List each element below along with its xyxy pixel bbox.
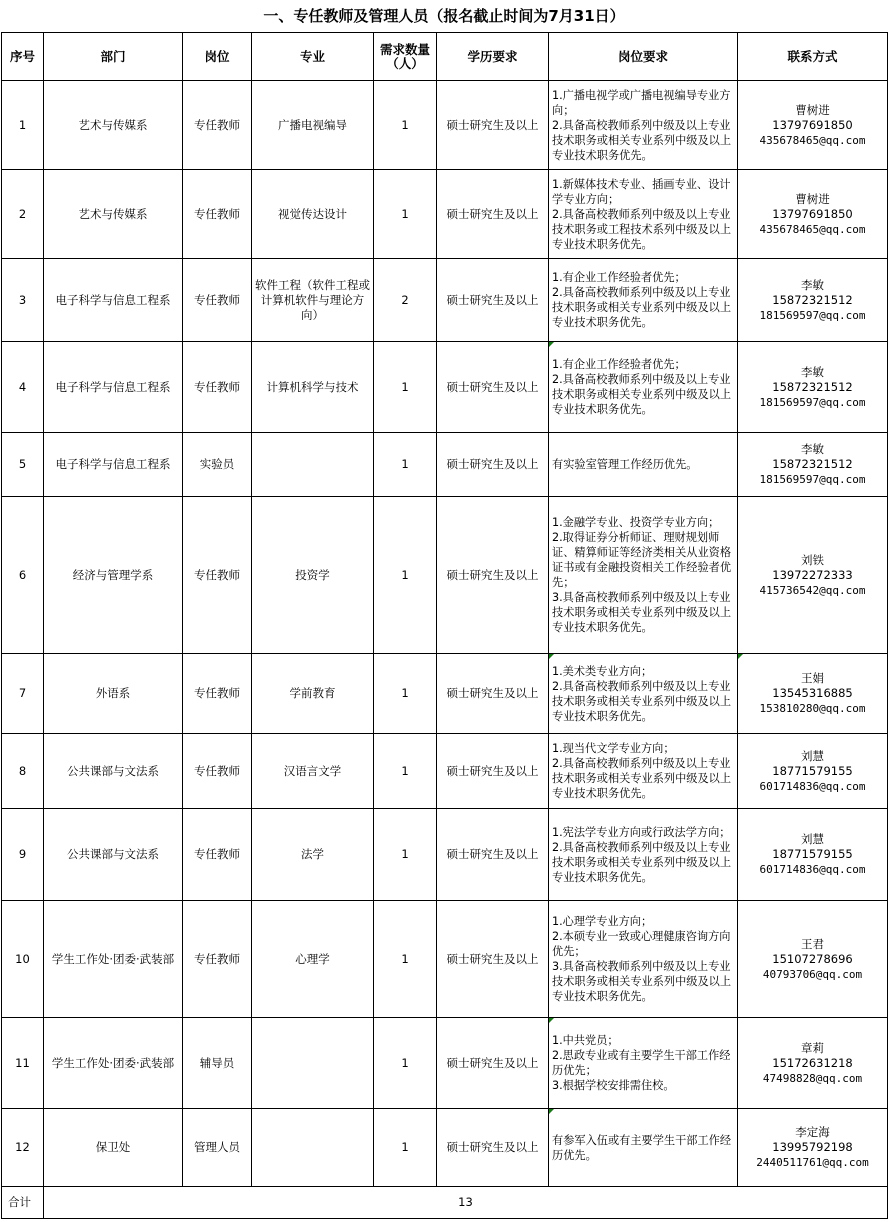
row-edu: 硕士研究生及以上 <box>437 1018 549 1109</box>
row-dept: 公共课部与文法系 <box>44 734 183 809</box>
contact-phone: 18771579155 <box>772 763 853 778</box>
contact-email: 47498828@qq.com <box>762 1071 863 1085</box>
contact-name: 刘慧 <box>801 748 824 763</box>
requirement-line: 1.有企业工作经验者优先； <box>552 271 686 284</box>
table-row <box>2 259 888 342</box>
requirement-line: 2.取得证券分析师证、理财规划师证、精算师证等经济类相关从业资格证书或有金融投资相关工作经验者优先； <box>552 531 732 589</box>
contact-phone: 13995792198 <box>772 1140 853 1154</box>
header-dept: 部门 <box>44 33 183 81</box>
row-dept: 艺术与传媒系 <box>44 81 183 170</box>
requirement-line: 1.中共党员； <box>552 1034 619 1047</box>
row-edu: 硕士研究生及以上 <box>437 654 549 734</box>
contact-name: 李敏 <box>801 442 824 456</box>
requirement-line: 1.有企业工作经验者优先； <box>552 358 686 371</box>
contact-phone: 15172631218 <box>772 1055 853 1070</box>
row-major: 广播电视编导 <box>252 81 374 170</box>
contact-name: 刘慧 <box>801 832 824 846</box>
requirement-line: 2.具备高校教师系列中级及以上专业技术职务或相关专业系列中级及以上专业技术职务优先。 <box>552 679 732 723</box>
row-no: 7 <box>2 654 44 734</box>
header-contact: 联系方式 <box>738 33 888 81</box>
row-post: 专任教师 <box>183 342 252 433</box>
row-no: 9 <box>2 809 44 901</box>
header-row <box>2 33 888 81</box>
table-row <box>2 1018 888 1109</box>
total-value: 13 <box>44 1187 888 1219</box>
row-major: 汉语言文学 <box>252 734 374 809</box>
row-no: 1 <box>2 81 44 170</box>
requirement-line: 有参军入伍或有主要学生干部工作经历优先。 <box>552 1133 732 1162</box>
contact-name: 王君 <box>801 936 824 951</box>
requirement-line: 有实验室管理工作经历优先。 <box>552 458 698 471</box>
row-num: 1 <box>374 654 437 734</box>
requirement-line: 1.广播电视学或广播电视编导专业方向； <box>552 88 731 117</box>
row-no: 6 <box>2 497 44 654</box>
row-dept: 电子科学与信息工程系 <box>44 433 183 497</box>
row-edu: 硕士研究生及以上 <box>437 81 549 170</box>
contact-name: 李敏 <box>801 364 824 379</box>
row-post: 专任教师 <box>183 809 252 901</box>
row-requirements <box>549 497 738 654</box>
table-row <box>2 342 888 433</box>
row-num: 1 <box>374 734 437 809</box>
row-dept: 保卫处 <box>44 1109 183 1187</box>
contact-email: 181569597@qq.com <box>759 395 866 409</box>
contact-email: 601714836@qq.com <box>759 863 866 876</box>
contact-email: 415736542@qq.com <box>759 583 866 597</box>
row-major: 法学 <box>252 809 374 901</box>
requirement-line: 2.具备高校教师系列中级及以上专业技术职务或相关专业系列中级及以上专业技术职务优先。 <box>552 840 732 884</box>
row-dept: 公共课部与文法系 <box>44 809 183 901</box>
comment-marker <box>549 342 554 347</box>
contact-name: 王娟 <box>801 671 824 685</box>
row-contact <box>738 734 888 809</box>
row-major: 学前教育 <box>252 654 374 734</box>
row-dept: 学生工作处·团委·武装部 <box>44 1018 183 1109</box>
requirement-line: 1.宪法学专业方向或行政法学方向； <box>552 825 731 839</box>
requirement-line: 2.本硕专业一致或心理健康咨询方向优先； <box>552 930 731 958</box>
row-post: 实验员 <box>183 433 252 497</box>
row-requirements <box>549 170 738 259</box>
row-contact <box>738 654 888 734</box>
row-requirements <box>549 433 738 497</box>
row-requirements <box>549 1018 738 1109</box>
contact-name: 李定海 <box>795 1125 830 1139</box>
contact-email: 153810280@qq.com <box>759 702 866 715</box>
header-req: 岗位要求 <box>549 33 738 81</box>
row-dept: 外语系 <box>44 654 183 734</box>
requirement-line: 2.具备高校教师系列中级及以上专业技术职务或工程技术系列中级及以上专业技术职务优先。 <box>552 207 732 251</box>
requirement-line: 3.具备高校教师系列中级及以上专业技术职务或相关专业系列中级及以上专业技术职务优先。 <box>552 960 732 1003</box>
table-row <box>2 654 888 734</box>
requirement-line: 2.具备高校教师系列中级及以上专业技术职务或相关专业系列中级及以上专业技术职务优先。 <box>552 118 732 162</box>
contact-phone: 15872321512 <box>772 379 853 394</box>
requirement-line: 3.根据学校安排需住校。 <box>552 1079 675 1092</box>
row-contact <box>738 170 888 259</box>
row-post: 专任教师 <box>183 654 252 734</box>
row-num: 1 <box>374 901 437 1018</box>
row-dept: 学生工作处·团委·武装部 <box>44 901 183 1018</box>
row-major: 软件工程（软件工程或计算机软件与理论方向） <box>252 259 374 342</box>
comment-marker <box>549 1018 554 1023</box>
table-row <box>2 433 888 497</box>
requirement-line: 1.金融学专业、投资学专业方向； <box>552 516 720 529</box>
row-requirements <box>549 1109 738 1187</box>
row-requirements <box>549 342 738 433</box>
contact-phone: 13797691850 <box>772 206 853 221</box>
row-contact <box>738 342 888 433</box>
contact-email: 435678465@qq.com <box>759 133 866 147</box>
row-contact <box>738 1018 888 1109</box>
contact-name: 曹树进 <box>795 191 830 206</box>
row-no: 4 <box>2 342 44 433</box>
row-requirements <box>549 734 738 809</box>
row-num: 1 <box>374 809 437 901</box>
contact-email: 181569597@qq.com <box>759 473 866 486</box>
row-num: 1 <box>374 342 437 433</box>
row-contact <box>738 901 888 1018</box>
row-contact <box>738 433 888 497</box>
contact-name: 李敏 <box>801 277 824 292</box>
row-no: 11 <box>2 1018 44 1109</box>
row-major <box>252 433 374 497</box>
recruitment-table <box>1 32 888 1219</box>
table-row <box>2 901 888 1018</box>
row-requirements <box>549 901 738 1018</box>
row-edu: 硕士研究生及以上 <box>437 259 549 342</box>
row-edu: 硕士研究生及以上 <box>437 734 549 809</box>
contact-name: 曹树进 <box>795 102 830 117</box>
header-major: 专业 <box>252 33 374 81</box>
contact-phone: 15107278696 <box>772 951 853 966</box>
contact-phone: 13972272333 <box>772 567 853 582</box>
requirement-line: 1.美术类专业方向； <box>552 664 653 678</box>
row-contact <box>738 809 888 901</box>
page-title: 一、专任教师及管理人员（报名截止时间为7月31日） <box>263 7 625 25</box>
contact-email: 435678465@qq.com <box>759 222 866 236</box>
row-no: 8 <box>2 734 44 809</box>
table-row <box>2 170 888 259</box>
header-no: 序号 <box>2 33 44 81</box>
contact-phone: 13545316885 <box>772 686 853 700</box>
row-no: 5 <box>2 433 44 497</box>
row-requirements <box>549 259 738 342</box>
requirement-line: 2.具备高校教师系列中级及以上专业技术职务或相关专业系列中级及以上专业技术职务优先。 <box>552 373 732 416</box>
row-major: 心理学 <box>252 901 374 1018</box>
contact-email: 2440511761@qq.com <box>756 1156 869 1169</box>
row-contact <box>738 497 888 654</box>
comment-marker <box>549 654 554 659</box>
row-requirements <box>549 809 738 901</box>
contact-name: 章莉 <box>801 1040 824 1055</box>
row-major <box>252 1018 374 1109</box>
row-major <box>252 1109 374 1187</box>
row-dept: 经济与管理学系 <box>44 497 183 654</box>
table-row <box>2 497 888 654</box>
header-post: 岗位 <box>183 33 252 81</box>
row-requirements <box>549 654 738 734</box>
row-dept: 电子科学与信息工程系 <box>44 342 183 433</box>
contact-email: 40793706@qq.com <box>762 967 863 981</box>
contact-phone: 13797691850 <box>772 117 853 132</box>
row-no: 10 <box>2 901 44 1018</box>
row-dept: 电子科学与信息工程系 <box>44 259 183 342</box>
header-num: 需求数量（人） <box>374 33 437 81</box>
row-edu: 硕士研究生及以上 <box>437 433 549 497</box>
row-num: 1 <box>374 497 437 654</box>
row-num: 1 <box>374 81 437 170</box>
table-row <box>2 809 888 901</box>
contact-phone: 15872321512 <box>772 457 853 471</box>
row-edu: 硕士研究生及以上 <box>437 809 549 901</box>
contact-phone: 18771579155 <box>772 847 853 861</box>
row-num: 2 <box>374 259 437 342</box>
row-num: 1 <box>374 1109 437 1187</box>
row-edu: 硕士研究生及以上 <box>437 1109 549 1187</box>
requirement-line: 1.现当代文学专业方向； <box>552 742 675 755</box>
row-post: 专任教师 <box>183 170 252 259</box>
table-row <box>2 734 888 809</box>
row-no: 3 <box>2 259 44 342</box>
row-no: 2 <box>2 170 44 259</box>
contact-name: 刘铁 <box>801 552 824 567</box>
row-edu: 硕士研究生及以上 <box>437 901 549 1018</box>
contact-phone: 15872321512 <box>772 292 853 307</box>
header-edu: 学历要求 <box>437 33 549 81</box>
row-post: 专任教师 <box>183 734 252 809</box>
row-major: 计算机科学与技术 <box>252 342 374 433</box>
row-num: 1 <box>374 433 437 497</box>
row-num: 1 <box>374 1018 437 1109</box>
contact-email: 181569597@qq.com <box>759 308 866 322</box>
requirement-line: 3.具备高校教师系列中级及以上专业技术职务或相关专业系列中级及以上专业技术职务优先。 <box>552 591 732 634</box>
row-post: 专任教师 <box>183 497 252 654</box>
table-row <box>2 81 888 170</box>
requirement-line: 2.思政专业或有主要学生干部工作经历优先； <box>552 1049 731 1077</box>
row-edu: 硕士研究生及以上 <box>437 497 549 654</box>
row-post: 专任教师 <box>183 901 252 1018</box>
row-requirements <box>549 81 738 170</box>
table-row <box>2 1109 888 1187</box>
row-post: 管理人员 <box>183 1109 252 1187</box>
requirement-line: 1.心理学专业方向； <box>552 915 653 928</box>
requirement-line: 1.新媒体技术专业、插画专业、设计学专业方向； <box>552 177 731 206</box>
total-row <box>2 1187 888 1219</box>
row-major: 视觉传达设计 <box>252 170 374 259</box>
row-edu: 硕士研究生及以上 <box>437 342 549 433</box>
row-post: 专任教师 <box>183 81 252 170</box>
row-dept: 艺术与传媒系 <box>44 170 183 259</box>
row-contact <box>738 81 888 170</box>
row-no: 12 <box>2 1109 44 1187</box>
requirement-line: 2.具备高校教师系列中级及以上专业技术职务或相关专业系列中级及以上专业技术职务优先。 <box>552 286 732 329</box>
row-num: 1 <box>374 170 437 259</box>
row-post: 专任教师 <box>183 259 252 342</box>
row-contact <box>738 1109 888 1187</box>
row-contact <box>738 259 888 342</box>
total-label: 合计 <box>2 1187 44 1219</box>
requirement-line: 2.具备高校教师系列中级及以上专业技术职务或相关专业系列中级及以上专业技术职务优先。 <box>552 757 732 800</box>
comment-marker <box>738 654 743 659</box>
contact-email: 601714836@qq.com <box>759 779 866 793</box>
comment-marker <box>549 1109 554 1114</box>
row-edu: 硕士研究生及以上 <box>437 170 549 259</box>
row-post: 辅导员 <box>183 1018 252 1109</box>
row-major: 投资学 <box>252 497 374 654</box>
